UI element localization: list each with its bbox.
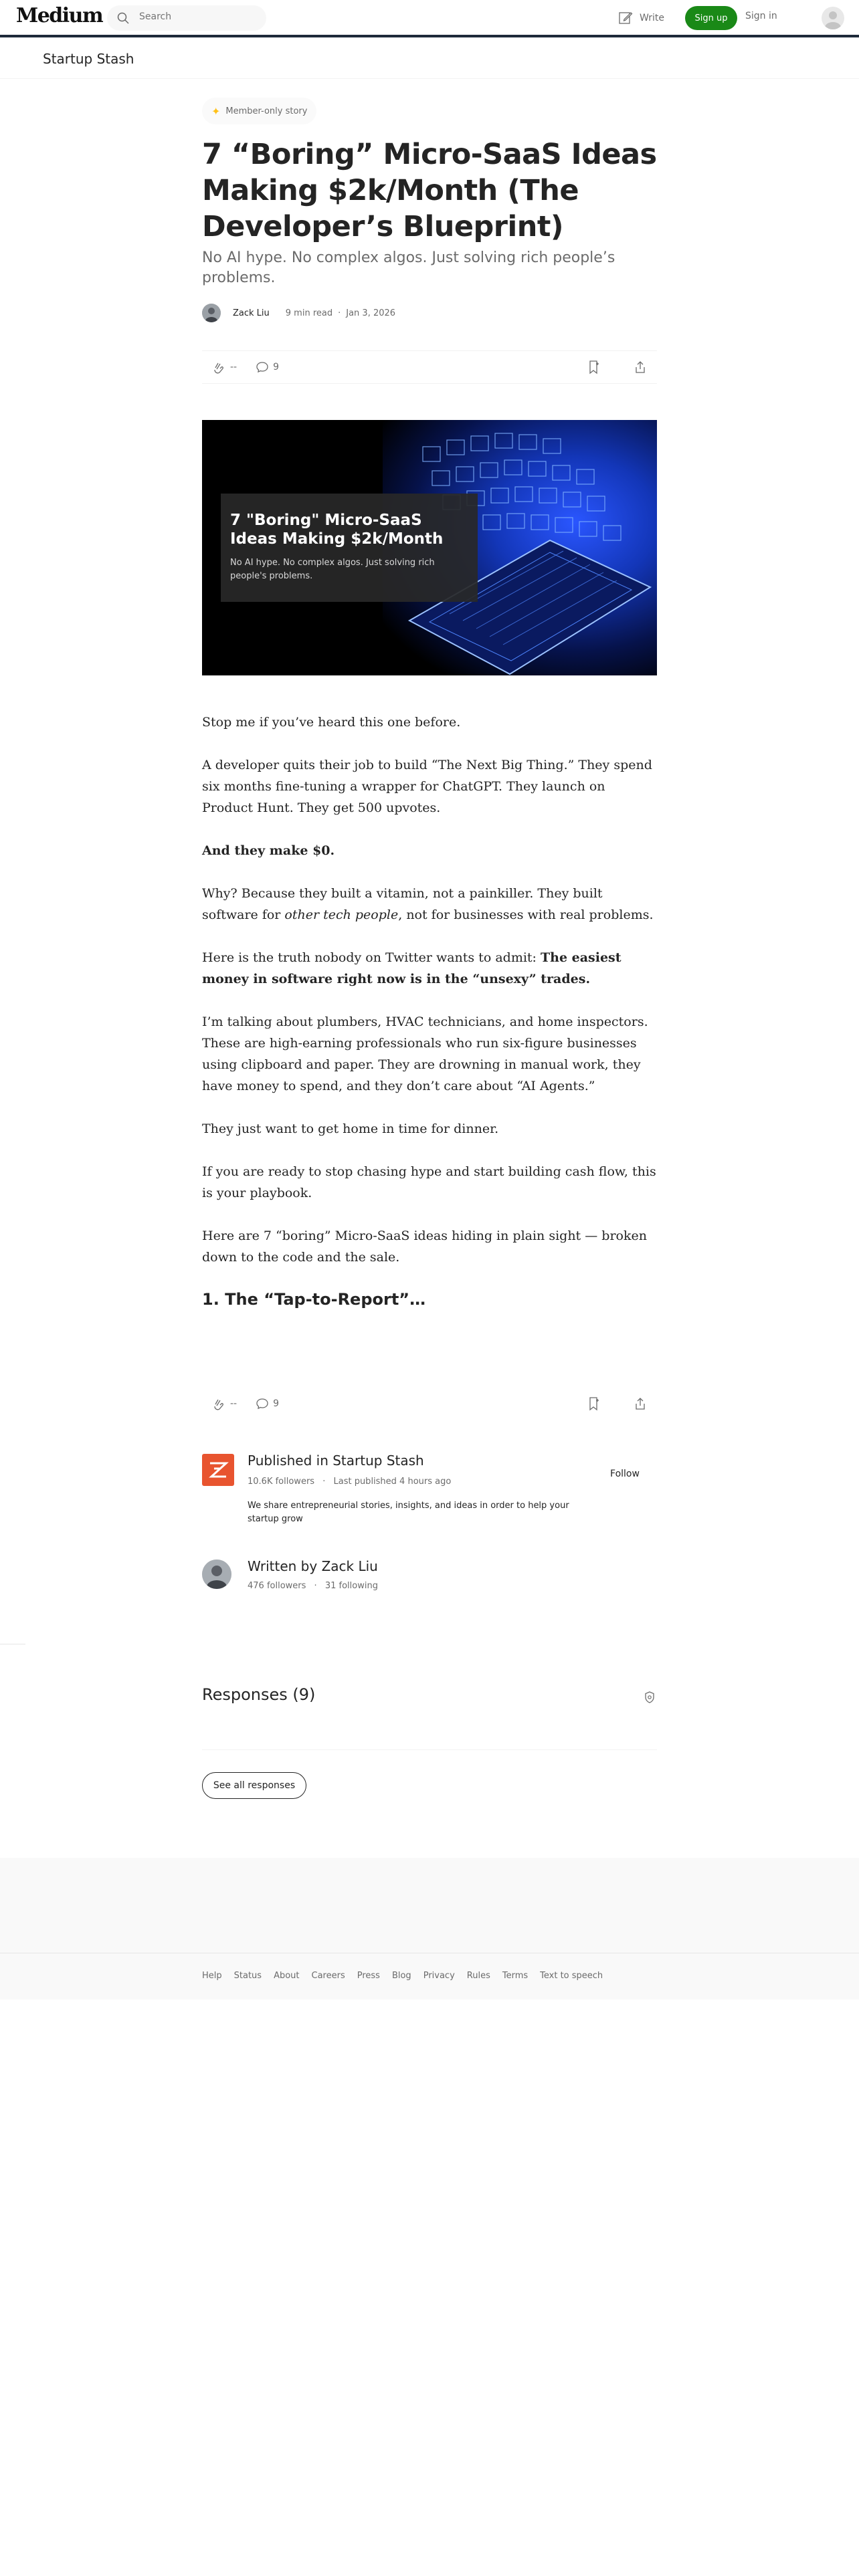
text-span: Why? Because they built a vitamin, not a painkiller. They built software for [202,886,603,922]
responses-button[interactable] [256,360,279,374]
search-box[interactable] [107,5,266,31]
written-by-title[interactable]: Written by Zack Liu [248,1558,378,1574]
responses-button[interactable] [256,1397,279,1410]
share-icon[interactable] [633,360,648,374]
publication-meta [248,1477,451,1487]
bold-text: And they make $0. [202,843,335,858]
separator-dot: · [322,1477,326,1487]
comment-icon [256,360,269,374]
article-body [202,712,657,1309]
footer-link-rules[interactable]: Rules [466,1971,490,1981]
paragraph [202,840,657,861]
last-published: Last published 4 hours ago [333,1477,452,1487]
hero-title: 7 "Boring" Micro-SaaS Ideas Making $2k/Month [230,512,444,548]
member-only-label: Member-only story [225,106,308,116]
shield-icon[interactable] [644,1691,656,1704]
footer-link-text-to-speech[interactable]: Text to speech [540,1971,603,1981]
clap-count: -- [230,362,237,372]
bookmark-icon[interactable] [587,1396,601,1411]
hero-image [202,420,657,675]
clap-button[interactable] [211,360,237,374]
user-avatar-icon[interactable] [822,7,844,29]
paragraph: Here are 7 “boring” Micro-SaaS ideas hiding in plain sight — broken down to the code and the sale. [202,1228,647,1265]
publication-followers[interactable]: 10.6K followers [248,1477,315,1487]
footer-link-about[interactable]: About [274,1971,300,1981]
hero-subtitle: No AI hype. No complex algos. Just solving rich people's problems. [230,558,435,581]
article-title: 7 “Boring” Micro-SaaS Ideas Making $2k/Month (The Developer’s Blueprint) [202,138,657,243]
article [202,98,657,1409]
top-navbar [0,0,859,37]
italic-text: other tech people [284,907,399,922]
separator-dot: · [314,1581,317,1591]
medium-logo[interactable]: Medium [16,4,103,27]
publication-bar [0,40,859,79]
responses-title: Responses (9) [202,1685,316,1704]
paragraph: If you are ready to stop chasing hype and start building cash flow, this is your playbook. [202,1164,656,1200]
text-span: , not for businesses with real problems. [398,907,654,922]
search-input[interactable] [139,11,260,22]
paragraph: I’m talking about plumbers, HVAC technicians, and home inspectors. These are high-earning professionals who run six-figure businesses using clipboard and paper. They are drowning in manual work, they have money to spend, and they don’t care about “AI Agents.” [202,1014,648,1093]
author-avatar[interactable] [202,1560,231,1589]
publish-date: Jan 3, 2026 [346,308,396,318]
responses-count: 9 [273,1398,280,1409]
clap-button[interactable] [211,1396,237,1411]
read-time: 9 min read [285,308,333,318]
paragraph [202,883,657,926]
footer-link-press[interactable]: Press [357,1971,380,1981]
footer-link-terms[interactable]: Terms [502,1971,529,1981]
action-bar-bottom [202,1387,657,1420]
paragraph: Stop me if you’ve heard this one before. [202,715,461,730]
action-bar-top [202,350,657,384]
clap-icon [211,360,226,374]
footer-link-status[interactable]: Status [233,1971,262,1981]
published-in-title[interactable]: Published in Startup Stash [248,1453,424,1469]
paragraph: They just want to get home in time for dinner. [202,1121,499,1136]
write-icon [618,11,633,25]
clap-icon [211,1396,226,1411]
follow-button[interactable]: Follow [610,1469,640,1479]
clap-count: -- [230,1398,237,1409]
responses-section [202,1685,657,1791]
author-following[interactable]: 31 following [324,1581,378,1591]
byline [202,302,395,324]
footer-band [0,1858,859,1953]
footer-link-help[interactable]: Help [202,1971,222,1981]
footer-link-careers[interactable]: Careers [311,1971,345,1981]
footer-links [202,1971,603,1981]
divider [202,1749,657,1750]
bold-text: The easiest money in software right now is in the “unsexy” trades. [202,950,622,986]
publication-logo[interactable] [202,1454,234,1486]
sign-up-button[interactable]: Sign up [685,6,737,30]
footer-link-blog[interactable]: Blog [391,1971,411,1981]
section-heading: 1. The “Tap-to-Report”… [202,1290,426,1309]
responses-count: 9 [273,362,280,372]
member-only-badge [202,98,316,124]
article-subtitle: No AI hype. No complex algos. Just solving rich people’s problems. [202,249,615,286]
write-label: Write [640,13,664,23]
text-span: Here is the truth nobody on Twitter wants to admit: [202,950,541,965]
paragraph [202,947,657,990]
see-all-responses-button[interactable]: See all responses [202,1772,306,1799]
hero-text-overlay [221,494,478,602]
author-followers[interactable]: 476 followers [248,1581,306,1591]
author-name-link[interactable]: Zack Liu [233,308,270,318]
bookmark-icon[interactable] [587,360,601,374]
publication-name-link[interactable]: Startup Stash [43,51,134,67]
sign-in-link[interactable]: Sign in [745,11,777,21]
star-icon: ✦ [211,104,221,118]
separator-dot: · [338,308,341,318]
author-avatar[interactable] [202,304,221,322]
search-icon [116,11,130,25]
footer [0,1953,859,2000]
write-button[interactable] [618,9,664,27]
share-icon[interactable] [633,1396,648,1411]
footer-link-privacy[interactable]: Privacy [423,1971,455,1981]
comment-icon [256,1397,269,1410]
paragraph: A developer quits their job to build “The Next Big Thing.” They spend six months fine-tuning a wrapper for ChatGPT. They launch on Product Hunt. They get 500 upvotes. [202,758,652,815]
publication-description: We share entrepreneurial stories, insights, and ideas in order to help your startup grow [248,1501,569,1524]
author-meta [248,1581,378,1591]
